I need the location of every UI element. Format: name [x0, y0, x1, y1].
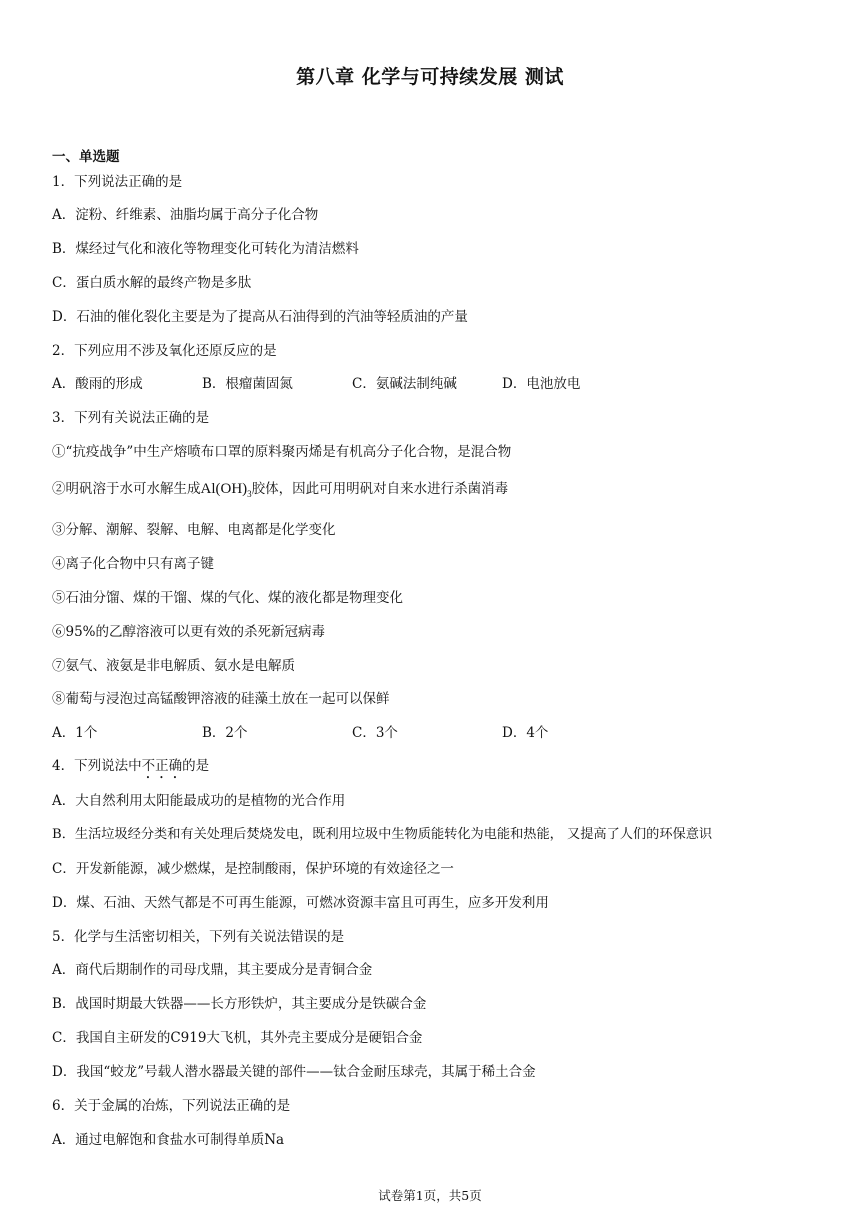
q3-statement-1: ①“抗疫战争”中生产熔喷布口罩的原料聚丙烯是有机高分子化合物，是混合物	[52, 444, 512, 460]
q5-option-b: B．战国时期最大铁器——长方形铁炉，其主要成分是铁碳合金	[52, 996, 427, 1012]
formula-subscript: 3	[247, 489, 252, 499]
q1-option-b: B．煤经过气化和液化等物理变化可转化为清洁燃料	[52, 241, 359, 257]
q2-option-b: B．根瘤菌固氮	[202, 376, 293, 392]
q1-stem: 1．下列说法正确的是	[52, 174, 183, 190]
q1-option-d: D．石油的催化裂化主要是为了提高从石油得到的汽油等轻质油的产量	[52, 309, 468, 325]
page-footer: 试卷第1页，共5页	[378, 1188, 482, 1203]
q5-option-d: D．我国“蛟龙”号载人潜水器最关键的部件——钛合金耐压球壳，其属于稀土合金	[52, 1064, 536, 1080]
q4-stem-emphasis: 不正确	[141, 758, 183, 774]
q3-option-a: A．1个	[52, 725, 98, 741]
q3-statement-5: ⑤石油分馏、煤的干馏、煤的气化、煤的液化都是物理变化	[52, 590, 403, 606]
q2-option-d: D．电池放电	[502, 376, 581, 392]
q5-option-c: C．我国自主研发的C919大飞机，其外壳主要成分是硬铝合金	[52, 1030, 423, 1046]
q4-option-d: D．煤、石油、天然气都是不可再生能源，可燃冰资源丰富且可再生，应多开发利用	[52, 895, 549, 911]
q4-option-b: B．生活垃圾经分类和有关处理后焚烧发电，既利用垃圾中生物质能转化为电能和热能， 又提高了人们的环保意识	[52, 827, 713, 842]
q2-option-a: A．酸雨的形成	[52, 376, 143, 392]
q3-statement-2	[52, 480, 508, 503]
section-heading: 一、单选题	[52, 149, 120, 165]
q1-option-c: C．蛋白质水解的最终产物是多肽	[52, 275, 252, 291]
q4-stem	[52, 757, 209, 782]
formula-oh: OH	[220, 481, 243, 497]
q3-statement-2-prefix: ②明矾溶于水可水解生成	[52, 481, 201, 497]
q5-stem: 5．化学与生活密切相关，下列有关说法错误的是	[52, 929, 345, 945]
page-title: 第八章 化学与可持续发展 测试	[296, 66, 564, 88]
q2-stem: 2．下列应用不涉及氧化还原反应的是	[52, 343, 277, 359]
q3-statement-8: ⑧葡萄与浸泡过高锰酸钾溶液的硅藻土放在一起可以保鲜	[52, 691, 390, 707]
q3-option-c: C．3个	[352, 725, 398, 741]
q3-stem: 3．下列有关说法正确的是	[52, 410, 210, 426]
q3-statement-3: ③分解、潮解、裂解、电解、电离都是化学变化	[52, 522, 336, 538]
q4-option-a: A．大自然利用太阳能最成功的是植物的光合作用	[52, 793, 346, 809]
q5-option-a: A．商代后期制作的司母戊鼎，其主要成分是青铜合金	[52, 962, 373, 978]
q3-statement-6: ⑥95%的乙醇溶液可以更有效的杀死新冠病毒	[52, 624, 326, 640]
q3-statement-4: ④离子化合物中只有离子键	[52, 556, 214, 572]
q3-option-d: D．4个	[502, 725, 549, 741]
q2-option-c: C．氨碱法制纯碱	[352, 376, 457, 392]
formula-al: Al	[200, 481, 216, 497]
q4-option-c: C．开发新能源，减少燃煤，是控制酸雨，保护环境的有效途径之一	[52, 861, 454, 877]
q3-statement-2-suffix: 胶体，因此可用明矾对自来水进行杀菌消毒	[251, 481, 509, 497]
chemical-formula: $Al(OH)_3$	[200, 481, 252, 499]
q4-stem-prefix: 4．下列说法中	[52, 758, 142, 774]
q6-option-a: A．通过电解饱和食盐水可制得单质Na	[52, 1132, 285, 1148]
q3-statement-7: ⑦氨气、液氨是非电解质、氨水是电解质	[52, 658, 295, 674]
q1-option-a: A．淀粉、纤维素、油脂均属于高分子化合物	[52, 207, 319, 223]
q4-stem-suffix: 的是	[182, 758, 210, 774]
q3-option-b: B．2个	[202, 725, 248, 741]
q6-stem: 6．关于金属的冶炼，下列说法正确的是	[52, 1098, 291, 1114]
